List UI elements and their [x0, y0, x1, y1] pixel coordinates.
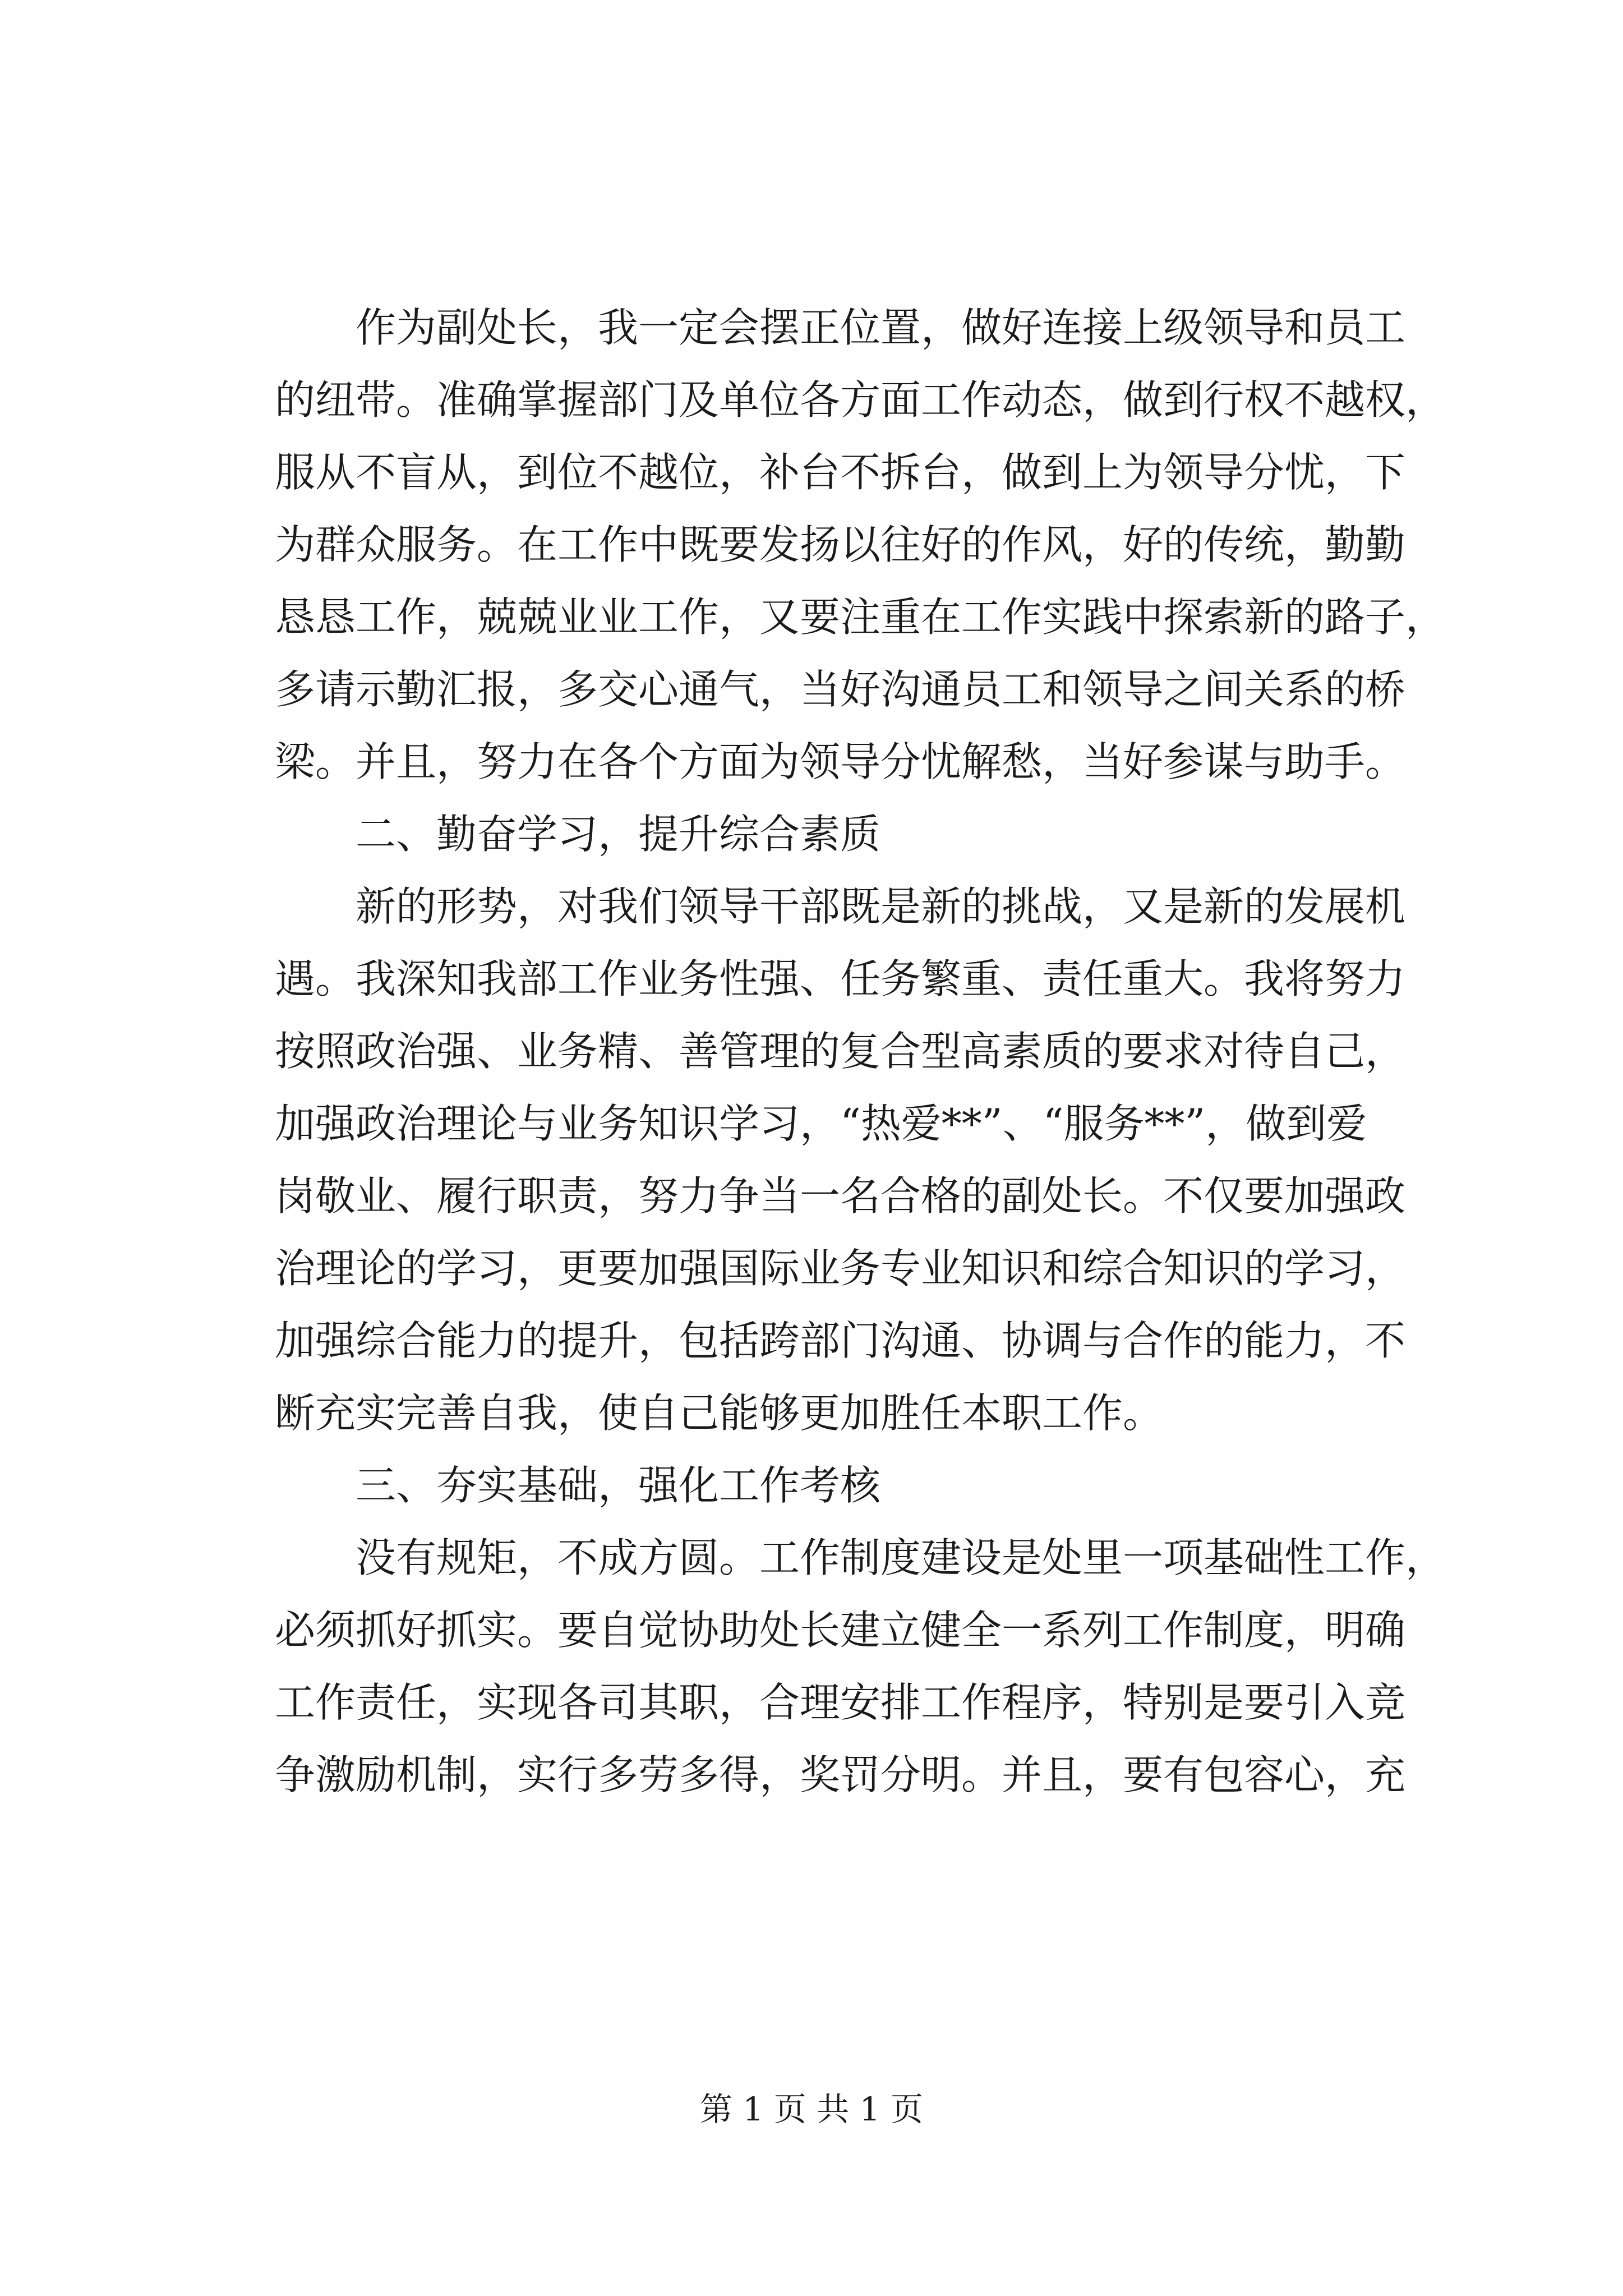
- text-line: 岗敬业、履行职责，努力争当一名合格的副处长。不仅要加强政: [275, 1172, 1406, 1220]
- text-line: 多请示勤汇报，多交心通气，当好沟通员工和领导之间关系的桥: [275, 666, 1406, 713]
- text-line: 加强政治理论与业务知识学习，“热爱**”、“服务**”，做到爱: [275, 1100, 1367, 1147]
- text-line: 治理论的学习，更要加强国际业务专业知识和综合知识的学习，: [275, 1245, 1406, 1292]
- text-line: 恳恳工作，兢兢业业工作，又要注重在工作实践中探索新的路子，: [275, 593, 1446, 641]
- text-line: 加强综合能力的提升，包括跨部门沟通、协调与合作的能力，不: [275, 1317, 1406, 1364]
- text-line: 为群众服务。在工作中既要发扬以往好的作风，好的传统，勤勤: [275, 521, 1406, 568]
- section-heading: 三、夯实基础，强化工作考核: [275, 1462, 881, 1509]
- text-line: 遇。我深知我部工作业务性强、任务繁重、责任重大。我将努力: [275, 955, 1406, 1002]
- text-line: 的纽带。准确掌握部门及单位各方面工作动态，做到行权不越权，: [275, 376, 1446, 424]
- text-line: 必须抓好抓实。要自觉协助处长建立健全一系列工作制度，明确: [275, 1607, 1406, 1654]
- page-number: 第 1 页 共 1 页: [700, 2090, 923, 2128]
- text-line: 工作责任，实现各司其职，合理安排工作程序，特别是要引入竞: [275, 1679, 1406, 1726]
- section-heading: 二、勤奋学习，提升综合素质: [275, 811, 881, 858]
- text-line: 没有规矩，不成方圆。工作制度建设是处里一项基础性工作，: [275, 1534, 1446, 1581]
- text-line: 梁。并且，努力在各个方面为领导分忧解愁，当好参谋与助手。: [275, 738, 1406, 785]
- document-body: [275, 292, 1446, 1811]
- text-line: 断充实完善自我，使自己能够更加胜任本职工作。: [275, 1389, 1164, 1437]
- text-line: 服从不盲从，到位不越位，补台不拆台，做到上为领导分忧，下: [275, 449, 1406, 496]
- text-line: 作为副处长，我一定会摆正位置，做好连接上级领导和员工: [275, 304, 1406, 351]
- text-line: 按照政治强、业务精、善管理的复合型高素质的要求对待自己，: [275, 1028, 1406, 1075]
- text-line: 新的形势，对我们领导干部既是新的挑战，又是新的发展机: [275, 883, 1406, 930]
- text-line: 争激励机制，实行多劳多得，奖罚分明。并且，要有包容心，充: [275, 1751, 1406, 1798]
